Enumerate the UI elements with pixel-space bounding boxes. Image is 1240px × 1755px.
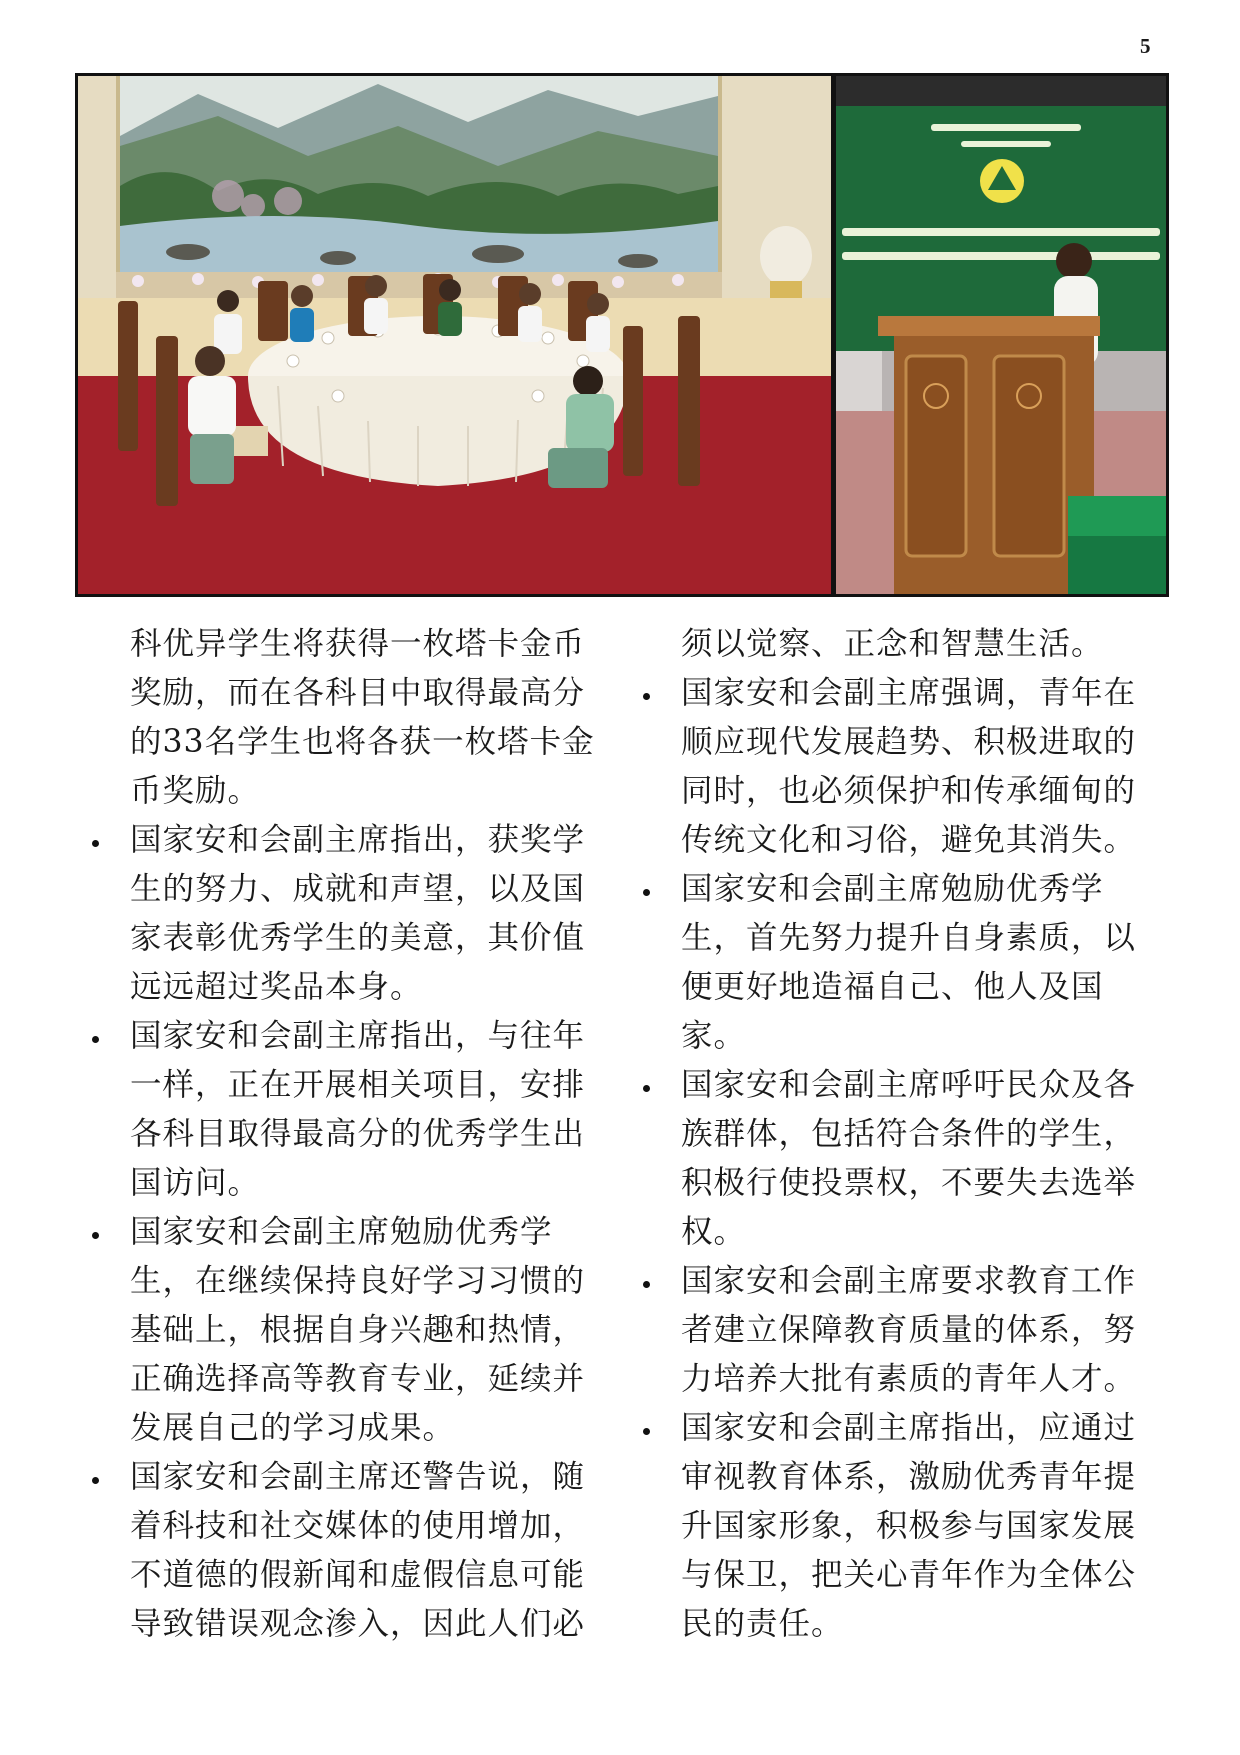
bullet-paragraph xyxy=(86,1453,606,1649)
paragraph-text: 国家安和会副主席勉励优秀学生，首先努力提升自身素质，以便更好地造福自己、他人及国家。 xyxy=(681,871,1137,1054)
right-text-column xyxy=(637,620,1157,1649)
banquet-photo xyxy=(78,76,831,594)
bullet-paragraph xyxy=(637,1257,1157,1404)
left-text-column xyxy=(86,620,606,1649)
bullet-paragraph xyxy=(637,669,1157,865)
paragraph-text: 须以觉察、正念和智慧生活。 xyxy=(681,626,1104,662)
bullet-paragraph xyxy=(637,865,1157,1061)
page-number: 5 xyxy=(1140,34,1151,58)
paragraph-text: 国家安和会副主席指出，获奖学生的努力、成就和声望，以及国家表彰优秀学生的美意，其价值远远超过奖品本身。 xyxy=(130,822,586,1005)
speaker-photo xyxy=(836,76,1166,594)
photo-strip xyxy=(75,73,1169,597)
speaker-photo-drawing xyxy=(836,76,1166,594)
continuation-paragraph xyxy=(637,620,1157,669)
paragraph-text: 国家安和会副主席勉励优秀学生，在继续保持良好学习习惯的基础上，根据自身兴趣和热情，正确选择高等教育专业，延续并发展自己的学习成果。 xyxy=(130,1214,586,1446)
bullet-paragraph xyxy=(86,1208,606,1453)
paragraph-text: 科优异学生将获得一枚塔卡金币奖励，而在各科目中取得最高分的33名学生也将各获一枚塔卡金币奖励。 xyxy=(130,626,595,809)
bullet-paragraph xyxy=(86,816,606,1012)
bullet-paragraph xyxy=(86,1012,606,1208)
paragraph-text: 国家安和会副主席指出，与往年一样，正在开展相关项目，安排各科目取得最高分的优秀学生出国访问。 xyxy=(130,1018,586,1201)
paragraph-text: 国家安和会副主席还警告说，随着科技和社交媒体的使用增加，不道德的假新闻和虚假信息可能导致错误观念渗入，因此人们必 xyxy=(130,1459,586,1642)
bullet-paragraph xyxy=(637,1404,1157,1649)
paragraph-text: 国家安和会副主席要求教育工作者建立保障教育质量的体系，努力培养大批有素质的青年人才。 xyxy=(681,1263,1137,1397)
paragraph-text: 国家安和会副主席指出，应通过审视教育体系，激励优秀青年提升国家形象，积极参与国家发展与保卫，把关心青年作为全体公民的责任。 xyxy=(681,1410,1137,1642)
paragraph-text: 国家安和会副主席强调，青年在顺应现代发展趋势、积极进取的同时，也必须保护和传承缅甸的传统文化和习俗，避免其消失。 xyxy=(681,675,1137,858)
banquet-photo-drawing xyxy=(78,76,831,594)
continuation-paragraph xyxy=(86,620,606,816)
bullet-paragraph xyxy=(637,1061,1157,1257)
paragraph-text: 国家安和会副主席呼吁民众及各族群体，包括符合条件的学生，积极行使投票权，不要失去选举权。 xyxy=(681,1067,1137,1250)
